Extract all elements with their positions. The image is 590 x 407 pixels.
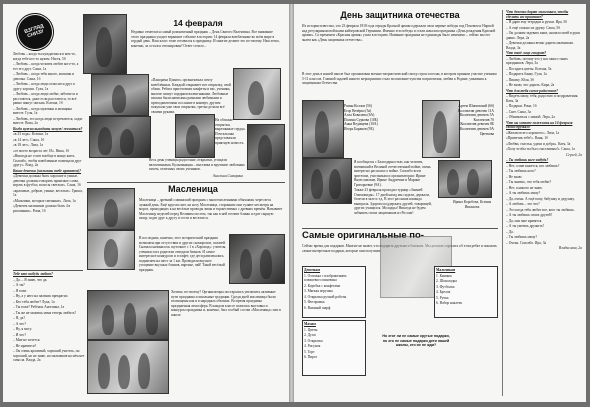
dialog-line: – Не нравится? [13, 343, 37, 348]
love-quote: – Любовь – когда человек любит кого-то, а тот его друг. Саша, 1а [13, 62, 79, 71]
photo-feb23-1 [302, 100, 344, 158]
feb14-day: Весь день ученицы радостные, открытки, угощали валентинками. Кульминация – выставка и вручение любовных писем, отличных своих учеников. [149, 158, 245, 171]
gift-item: 5. Торт [304, 349, 315, 354]
sidebar-answer: – Любовь, потому что у нас много таких праздников. Лера, 3а [506, 56, 568, 65]
jury-cell: Коллектив девочек 11А [458, 108, 494, 113]
love-quote: Любовь – когда ты нуждаешься в ком-то, когда тебе кто-то нужен. Настя, 5б [13, 52, 76, 61]
jury-row [344, 132, 494, 137]
gift-item: 1. Отложка с изображением плюшевого пингвина [304, 273, 347, 282]
gift-item: 6. Пирог [304, 355, 318, 359]
sidebar-answer: – Ты любишь кого? [506, 169, 536, 173]
sidebar-answer: – Не знаю. [506, 174, 523, 179]
photo-valentine-4 [89, 116, 151, 158]
original-intro: Сейчас время для подарков. Многие не знают, что подарить друзьям и близким. Мы решили спросить об этом ребят и показать самые интересные подарки, которые они получили. [302, 244, 497, 253]
maslenica-body3: Хочешь по-своему? Организаторы постарались увеличить активные пути праздника и школьные традиции. Среди дней масленицы были посвящены как и в народных обычаях. Во время праздника праздничная атмосфера. В каждом классе полилась выставка и конкурсы праздника и, конечно, был особый состав «Масленица» или в школе. [171, 290, 281, 317]
jury-cell: Коллектив 7б [473, 117, 494, 122]
sidebar-answer: – Он должен задевать вниз, сначала моей в руки давно. Лера, 2а [506, 31, 580, 40]
feb14-author: Ангелина Самарина [212, 174, 243, 178]
sidebar-answer: «Желаю всего хорошего». Лиза, 1а [506, 130, 560, 135]
gifts-moms-box [302, 320, 366, 376]
sidebar-question-4: Что вы хотите пожелать на 14 февраля своим друзьям? [506, 120, 573, 129]
gift-item: 4. Открытка ручной работы [304, 294, 347, 299]
feb23-results2-text: Также 23 февраля проходил турнир «Зимней Олимпиады». 17 дней назад мы сидели, держали, болели в зале и т.д. В этот раз наша команда выиграла. Здорово поддержать друзей, товарищей, других учащихся. Молодцы! Никогда не будем забывать своих защитников из России! [354, 188, 432, 215]
question-marry: Когда нужно выходить замуж/ жениться? [13, 126, 83, 131]
question-love: Тебе кто-нибудь любит? [13, 272, 53, 276]
sidebar-answer: – А любовь – это что? [506, 202, 540, 206]
gift-item: 3. Открытка [304, 338, 323, 343]
sidebar-answer: – Посадить цветы. Ксюша, 5а [506, 66, 552, 71]
feb23-results-text: Я пообщался с Благодарностью, как человек, воевавший в Великой отечественной войне, очень интересно рассказал о войне. Спасибо всем зрителям, участникам и организаторам: Ирине Вячеславовне, Ирине Андреевне и Марине Григорьевне (9А). [354, 160, 431, 187]
gift-item: 5. Фоторамка [304, 300, 325, 304]
gifts-moms-list [304, 328, 364, 360]
maslenica-body: Масленица – древний славянский праздник с многочисленными обычаями, через весь лунный день. Ещё кругом снег, на носу Масленица, сторонним они гуляют несмотря на мороз, приходящих к на весёлые проводы зимы и торжественно с древних времён. Называют Масленицу неделей перед Великим постом, так как в ней готовят блины и едят сырную пищу, ходят друг к другу в гости и веселятся. [139, 198, 283, 220]
feb23-title: День защитника отечества [340, 10, 460, 20]
sidebar-answer: – Да, очень. А ещё папу, бабушку и дедушку. [506, 196, 575, 201]
dialog-line: – Я тоже. [13, 288, 28, 293]
dialog-column [13, 272, 85, 394]
photo-valentine-5 [175, 114, 215, 158]
jury-cell: Егор Вечёрко (5а) [344, 108, 372, 113]
sidebar-answers-4 [506, 131, 582, 152]
dialog-line: – Кто тебя любит? Лука, 1а [13, 299, 55, 304]
photo-valentine-2 [91, 74, 149, 116]
answer-marry: «Никогда не стоит вообще в конце жить. Спасибо, чтобы влюбленные помещали друг другу». Влад, 2а [13, 154, 82, 167]
answers-likes [13, 174, 83, 213]
gift-item: 6. Набор наклеек [436, 301, 463, 305]
sidebar-answer: – Да. [506, 229, 514, 234]
sidebar-column [506, 10, 582, 396]
gift-item: 6. Вязаный шарф [304, 305, 331, 310]
maslenica-body2: В последних, конечно, этот исторический праздник возможен при отсутствии и других скоморохов, силачей. Сначала начиналось шуточное с 1 в «Хоровод»: учителя, ученики и их родители отведали блинов. И самое интересное конкурсов и эстафет, где дети развлекались поднятием на шест за 1 км. Проводили вкусное угощение вкусных блинов, варенье, чай! Такой весёлый праздник. [139, 236, 227, 272]
gift-item: 3. Мягкая игрушка [304, 289, 333, 293]
sidebar-answers-2 [506, 57, 582, 88]
column-divider [502, 10, 503, 396]
love-quote: – Любовь – когда люди любят, заботятся и расстаются, даже если расстаются, то всё равно пишут письма. Ксюша, 1б [13, 92, 78, 105]
gifts-moms-title: Мамам [304, 322, 316, 326]
dialog-line: – Мне не хочется. [13, 338, 41, 342]
dialog-line: – Да. – Я знаю, что да. [13, 277, 48, 282]
sidebar-answer: – Я дарю ему тетрадки и ручки. Ира, 5б [506, 20, 567, 24]
sidebar-answer: – Видеть маму, тебя, радостью и поздравления. Катя, 3а [506, 94, 579, 103]
sidebar-answer: – Подарить банку. Гуля, 1а [506, 72, 547, 76]
dialog-line: – А что? [13, 321, 26, 326]
jury-cell: Коллектив девочек 8Б [460, 122, 494, 127]
jury-cell: Алла Ковалева (6А) [344, 113, 375, 118]
sidebar-answer: – Не знаю, что дарить. Кира, 2а [506, 83, 555, 87]
answer-likes: «красивые, добрые, умные, веселые». Гриша, 1а [13, 188, 83, 197]
dialog-line: – Ну, а у него на пальчик прекратил. [13, 294, 69, 298]
newspaper-logo: ВЗГЛЯД СНИЗУ [12, 9, 57, 54]
photo-maslenica-5 [87, 340, 169, 394]
sidebar-answer: «Хочу чтобы ты был счастливым!». Саша, 1а [506, 147, 575, 151]
sidebar-question-2: Что твоё лицо говорит? [506, 51, 547, 55]
gift-item: 1. Цветы [304, 327, 318, 332]
photo-valentine-1 [83, 14, 127, 74]
sidebar-answer: – Снег. Саша, 3а [506, 109, 532, 114]
feb23-tail: Ирина Коробова, Ксения Ивахнова [452, 200, 492, 209]
sidebar-answers-5 [506, 164, 582, 246]
gifts-boys-box [434, 266, 498, 318]
sidebar-answer: – Пикачу. Юля, 3б [506, 77, 534, 82]
love-quote: – Любовь, это когда люди встречаются, ходят вместе. Вова, 2а [13, 116, 83, 125]
jury-list [344, 104, 494, 154]
original-footnote: Но этот ли не самые крутые подарки, но это не самые подарки дети нашей школы, кто их не жди? [382, 334, 450, 347]
love-quote: – Любовь – когда тебя много, мальчик и девочка. Саша, 1б [13, 72, 75, 81]
photo-feb23-3 [302, 158, 352, 204]
gift-item: 4. Рисунок [304, 344, 321, 348]
jury-cell: Полина Суркова (10Б) [344, 117, 378, 122]
answer-marry: «в 23 года». Ксюша, 1а [13, 132, 49, 136]
photo-valentine-6 [247, 124, 285, 170]
sidebar-signature: Сергей, 2а [566, 152, 582, 157]
feb14-quote: На обложке открытки, вырезанные сердца. Почтальоны представляли приятную новость. [215, 118, 246, 145]
gifts-girls-title: Девочкам [304, 268, 321, 272]
gift-item: 3. Футболка [436, 284, 455, 289]
dialog-list [13, 278, 85, 363]
love-quotes-list [13, 52, 83, 126]
gifts-boys-title: Мальчикам [436, 268, 456, 272]
sidebar-answer: – Нет, я никого не знаю. [506, 185, 543, 190]
gift-item: 5. Ручка [436, 295, 449, 300]
love-quote: – Любовь – когда мужчина и женщина вместе. Гуля, 1а [13, 106, 72, 115]
feb14-title: 14 февраля [173, 18, 223, 28]
sidebar-answer: «Приветик тебе!». Ваня, 1б [506, 136, 548, 140]
photo-feb23-4 [438, 160, 492, 198]
feb23-intro2: В этот день в нашей школе был организован военно-патриотический смотр строя и песни, в котором приняли участие ученики 5-11 классов. Главной задачей нашего мероприятия стало воспитание чувства патриотизма, любви к Родине, уважения к защитникам Отечества. [302, 72, 497, 85]
sidebar-question-5: – Ты любишь кого-нибудь? [506, 158, 549, 162]
sidebar-answer: – Это когда тебя любят все, кого ты любишь. [506, 207, 575, 212]
feb14-mid: «Панорама Цзинго» организовала почту влюблённых. Каждый открывает вот открытку, свой облик. Ребята приготовили конфеты и вас, ученики, многие пишут подарков валентинками. Любовные письма были написаны разными любимыми и преподавателями послание в конверт, другим покупали уже свои открытки, третьи делали всё своими руками. [151, 78, 231, 114]
original-title: Самые оригинальные по- [302, 230, 424, 241]
photo-maslenica-4 [87, 290, 169, 340]
sidebar-answer: – Девочки должны вечно дарить мальчикам. Влада, 3а [506, 41, 574, 50]
sidebar-answer: – А ты любишь маму? [506, 191, 541, 195]
jury-cell: Цветкова [479, 131, 494, 136]
sidebar-answer: – А ты умеешь дружить? [506, 224, 545, 228]
photo-maslenica-1 [87, 188, 135, 230]
sidebar-answer: «Любви, счастья, удачи и добра». Катя, 3а [506, 141, 571, 146]
gift-item: 2. Коробка с конфетами [304, 283, 341, 288]
answers-marry [13, 132, 83, 168]
dialog-line: – Он очень красивый, хороший учитель, он хороший, но не знаю, но мальчиков на нём нет смысла. Влада, 2а [13, 349, 85, 362]
dialog-line: – Ты же не можешь меня теперь любить? [13, 310, 77, 315]
gift-item: 4. Брелок [436, 290, 451, 294]
photo-maslenica-3 [229, 234, 285, 284]
answer-marry: «в 14 лет». Саша, 1б [13, 137, 45, 142]
sidebar-answer: – А ещё сильно их дружу. Саша, 5б [506, 25, 561, 30]
photo-valentine-3 [233, 68, 281, 120]
question-likes: Какие девочки (мальчики тебе нравятся)? [13, 168, 82, 173]
sidebar-answer: – Очень. Спасибо. Ира, 3а [506, 240, 547, 245]
right-page [294, 4, 586, 402]
sidebar-answer: – Да, они мне нравятся. [506, 218, 543, 223]
section-divider [302, 228, 498, 229]
gift-item: 2. Шоколадка [436, 279, 457, 283]
left-page [3, 4, 289, 402]
feb23-results [354, 160, 436, 224]
feb14-intro: Недавно отметился самый романтичный праздник – День Святого Валентина. Все внимание этого праздника уходит взрывное событие в истории: 14 февраля влюбленные во всём мире в гордый день. Наш класс тоже готовился к празднику. И многие делают это по-своему. Нам легко, конечно, за остался оттонирован? Ответ стоило... [131, 30, 280, 48]
feb23-intro: Из истории известно, что 23 февраля 1918 года отряды Красной армии одержали свои первые победы под Псковом и Нарвой над регулярными войсками кайзеровской Германии. Именно эти победы и стали началом праздника «День рождения Красной армии». Со временем «Красная армия» ушла в историю. Название праздника не единожды было изменено – сейчас мы его знаем как «День защитника отечества». [302, 24, 496, 42]
love-quote: – Любовь – когда люди относятся друг к другу хорошо. Гуля, 1а [13, 82, 75, 91]
section-divider [13, 270, 83, 271]
jury-cell: Игорь Баранов (9Б) [344, 126, 374, 131]
answer-likes: «Мальчики, которые смешные». Лиза, 1а [13, 198, 76, 203]
dialog-line: – Ну, я могу. [13, 327, 32, 331]
maslenica-title: Масленица [168, 184, 218, 194]
sidebar-question-3: Что для тебя самое радостное? [506, 88, 559, 93]
jury-cell: Коллектив девочек 9А [459, 126, 494, 131]
sidebar-answer: – Обниматься с мамой. Лера, 2а [506, 115, 555, 119]
sidebar-signature-2: Владислава, 2а [559, 246, 582, 250]
gift-item: 2. Духи [304, 333, 316, 337]
gift-item: 1. Книжка [436, 273, 452, 278]
dialog-line: – Я, да? [13, 316, 25, 320]
sidebar-answers-3 [506, 94, 582, 120]
gifts-girls-box [302, 266, 366, 318]
sidebar-answer: – Ты любишь маму? [506, 235, 538, 239]
answer-marry: «от моего возраста лет 18». Ника, 1б [13, 148, 70, 153]
gifts-girls-list [304, 274, 364, 311]
sidebar-answer: – Ты знаешь, что тебя любят? [506, 180, 552, 184]
dialog-line: – А ты? [13, 283, 25, 287]
jury-cell: Роман Козлов (5б) [344, 104, 372, 108]
answer-likes: «Девочек мальчиков должно быть 4 в рисовании». Рома, 1б [13, 204, 71, 213]
jury-cell: Анна Ведищева (10А) [344, 122, 378, 127]
sidebar-answers-1 [506, 20, 582, 50]
jury-cell: Коллектив девочек 5А [459, 113, 494, 118]
gifts-boys-list [436, 274, 496, 306]
dialog-line: – Ты тоже? Ребёнок Ангелина, 1а [13, 305, 65, 309]
dialog-line: – И что? [13, 332, 26, 337]
sidebar-answer: – А ты любишь своих друзей? [506, 213, 553, 217]
love-quotes-column [13, 52, 83, 267]
sidebar-answer: – Нет, а мне кажется, кто любишь? [506, 163, 560, 168]
sidebar-question-1: Что девочки дарят мальчикам, чтобы сделать им приятное? [506, 10, 569, 19]
answer-likes: «Девочки должны быть хорошие и умные, девочки должны говорить приятные слова, играть в футбол, волосы светлые». Саша, 1б [13, 174, 81, 187]
jury-cell: Артем Шиповский (6б) [458, 104, 494, 108]
photo-maslenica-2 [87, 230, 135, 270]
sidebar-answer: – Подарки. Рома, 1б [506, 104, 537, 108]
answer-marry: «в 18 лет». Лиза, 1а [13, 143, 44, 147]
section-divider [87, 182, 285, 183]
